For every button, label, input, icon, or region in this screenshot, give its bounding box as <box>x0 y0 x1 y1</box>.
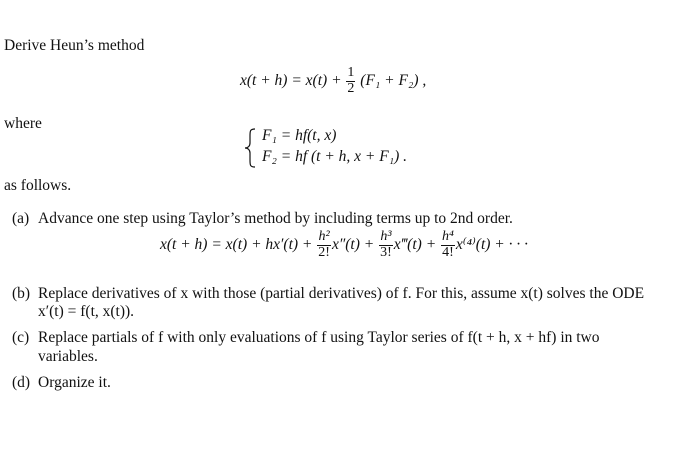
h4-over-24-fraction <box>441 230 455 260</box>
fraction-denominator: 4! <box>442 244 454 260</box>
item-a-label: (a) <box>12 210 30 227</box>
item-d-label: (d) <box>12 374 31 391</box>
fraction-numerator: h⁴ <box>442 229 454 244</box>
taylor-term-3: x⁽⁴⁾(t) + · · · <box>455 235 529 253</box>
taylor-term-2: x‴(t) + <box>393 235 437 253</box>
heun-equation <box>240 66 426 96</box>
heun-equation-rhs: (F₁ + F₂) , <box>360 71 427 89</box>
item-b-text-line-1: Replace derivatives of x with those (partial derivatives) of f. For this, assume x(t) solves the ODE <box>38 285 645 302</box>
fraction-denominator: 3! <box>380 244 392 260</box>
fraction-denominator: 2 <box>347 80 355 96</box>
left-brace-icon <box>243 128 257 168</box>
where-label: where <box>4 115 42 132</box>
h3-over-6-fraction <box>379 230 393 260</box>
fraction-numerator: h² <box>318 229 330 244</box>
item-d-text: Organize it. <box>38 374 111 391</box>
system-line-1: F₁ = hf(t, x) <box>262 127 337 144</box>
taylor-start: x(t + h) = x(t) + hx′(t) + <box>160 235 313 253</box>
item-c-text-line-2: variables. <box>38 348 98 365</box>
item-b-text-line-2: x′(t) = f(t, x(t)). <box>38 303 135 320</box>
item-a-text: Advance one step using Taylor’s method by including terms up to 2nd order. <box>38 210 513 227</box>
h2-over-2-fraction <box>317 230 331 260</box>
system-line-2: F₂ = hf (t + h, x + F₁) . <box>262 148 408 165</box>
taylor-term-1: x″(t) + <box>331 235 375 253</box>
intro-text: Derive Heun’s method <box>4 37 145 54</box>
fraction-numerator: h³ <box>380 229 392 244</box>
fraction-denominator: 2! <box>318 244 330 260</box>
item-c-text-line-1: Replace partials of f with only evaluations of f using Taylor series of f(t + h, x + hf) in two <box>38 329 600 346</box>
one-half-fraction <box>346 66 355 96</box>
item-b-label: (b) <box>12 285 31 302</box>
taylor-equation <box>160 230 528 260</box>
heun-equation-lhs: x(t + h) = x(t) + <box>240 71 342 89</box>
as-follows-text: as follows. <box>4 177 72 194</box>
item-c-label: (c) <box>12 329 30 346</box>
fraction-numerator: 1 <box>347 65 355 80</box>
